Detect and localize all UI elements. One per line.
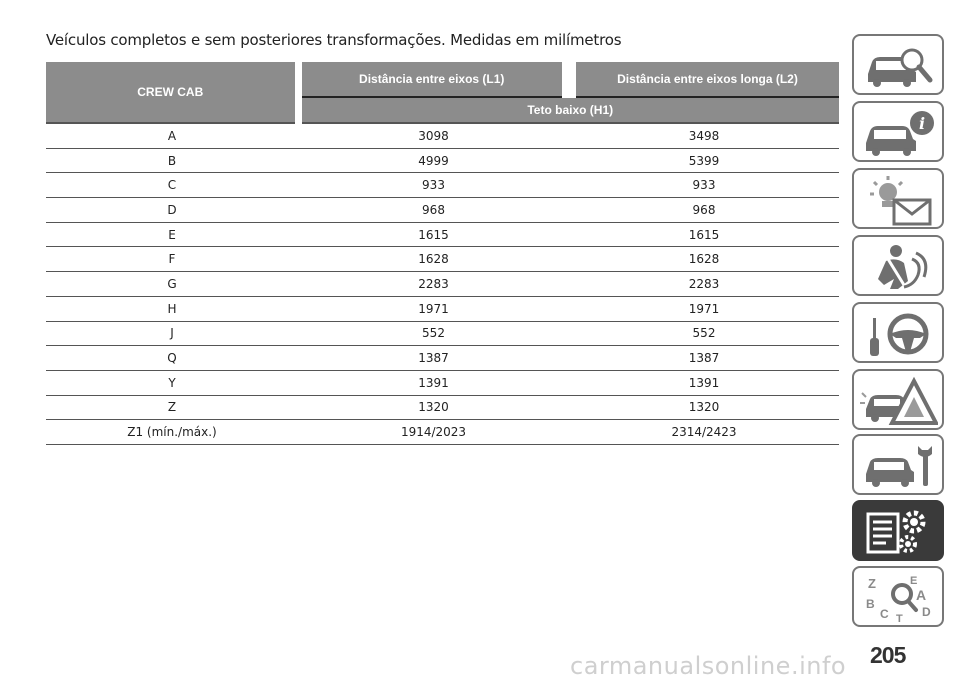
car-wrench-icon (860, 440, 938, 492)
svg-text:i: i (918, 114, 926, 133)
alphabetical-index-icon (860, 572, 938, 624)
table-caption: Veículos completos e sem posteriores transformações. Medidas em milímetros (46, 31, 622, 49)
cell-dimension-label: B (46, 148, 298, 173)
table-row (46, 247, 839, 272)
nav-tab-specifications[interactable] (852, 500, 944, 561)
cell-wheelbase-l1: 2283 (298, 272, 569, 297)
header-crew-cab: CREW CAB (46, 62, 298, 123)
table-row (46, 148, 839, 173)
warning-light-message-icon (860, 174, 938, 226)
cell-dimension-label: E (46, 222, 298, 247)
key-steering-wheel-icon (860, 308, 938, 360)
cell-wheelbase-l2: 2314/2423 (569, 420, 839, 445)
car-info-icon (860, 107, 938, 159)
cell-wheelbase-l2: 5399 (569, 148, 839, 173)
index-letter: A (916, 587, 927, 603)
cell-dimension-label: Z1 (mín./máx.) (46, 420, 298, 445)
nav-tab-emergency[interactable] (852, 369, 944, 430)
nav-tab-index[interactable] (852, 566, 944, 627)
cell-wheelbase-l1: 1615 (298, 222, 569, 247)
table-row (46, 420, 839, 445)
cell-wheelbase-l1: 968 (298, 198, 569, 223)
index-letter: E (910, 575, 918, 587)
nav-tab-maintenance[interactable] (852, 434, 944, 495)
cell-dimension-label: H (46, 296, 298, 321)
cell-dimension-label: Y (46, 370, 298, 395)
cell-wheelbase-l1: 933 (298, 173, 569, 198)
table-row (46, 272, 839, 297)
table-row (46, 370, 839, 395)
cell-wheelbase-l1: 552 (298, 321, 569, 346)
cell-wheelbase-l1: 1391 (298, 370, 569, 395)
nav-tab-starting-driving[interactable] (852, 302, 944, 363)
cell-wheelbase-l2: 3498 (569, 123, 839, 148)
dimensions-table (46, 62, 839, 445)
nav-tab-car-info[interactable] (852, 101, 944, 162)
nav-tab-car-search[interactable] (852, 34, 944, 95)
cell-wheelbase-l2: 1615 (569, 222, 839, 247)
index-letter: Z (868, 576, 876, 591)
cell-wheelbase-l1: 1387 (298, 346, 569, 371)
table-body (46, 123, 839, 444)
car-search-icon (860, 40, 938, 92)
watermark: carmanualsonline.info (570, 652, 847, 680)
header-roof-h1: Teto baixo (H1) (298, 97, 839, 123)
nav-tab-safety[interactable] (852, 235, 944, 296)
index-letter: T (896, 613, 903, 624)
table-row (46, 395, 839, 420)
cell-wheelbase-l1: 1971 (298, 296, 569, 321)
table-row (46, 198, 839, 223)
index-letter: C (880, 607, 889, 621)
table-row (46, 346, 839, 371)
cell-dimension-label: A (46, 123, 298, 148)
table-row (46, 222, 839, 247)
cell-wheelbase-l2: 1387 (569, 346, 839, 371)
cell-dimension-label: D (46, 198, 298, 223)
page-number: 205 (870, 642, 906, 668)
cell-wheelbase-l1: 4999 (298, 148, 569, 173)
cell-dimension-label: G (46, 272, 298, 297)
car-warning-triangle-icon (860, 375, 938, 427)
cell-dimension-label: Q (46, 346, 298, 371)
cell-wheelbase-l1: 1628 (298, 247, 569, 272)
index-letters (866, 575, 931, 624)
cell-wheelbase-l2: 933 (569, 173, 839, 198)
header-wheelbase-l2: Distância entre eixos longa (L2) (569, 62, 839, 97)
table-row (46, 321, 839, 346)
cell-dimension-label: J (46, 321, 298, 346)
cell-wheelbase-l2: 1391 (569, 370, 839, 395)
specs-gears-icon (860, 506, 938, 558)
index-letter: D (922, 605, 931, 619)
cell-wheelbase-l2: 1628 (569, 247, 839, 272)
seatbelt-airbag-icon (860, 241, 938, 293)
table-row (46, 173, 839, 198)
cell-wheelbase-l2: 552 (569, 321, 839, 346)
cell-wheelbase-l2: 2283 (569, 272, 839, 297)
table-row (46, 296, 839, 321)
cell-dimension-label: C (46, 173, 298, 198)
nav-tab-warning-lights[interactable] (852, 168, 944, 229)
cell-dimension-label: Z (46, 395, 298, 420)
cell-wheelbase-l2: 968 (569, 198, 839, 223)
header-wheelbase-l1: Distância entre eixos (L1) (298, 62, 569, 97)
cell-wheelbase-l2: 1971 (569, 296, 839, 321)
cell-wheelbase-l1: 1914/2023 (298, 420, 569, 445)
table-row (46, 123, 839, 148)
cell-wheelbase-l1: 3098 (298, 123, 569, 148)
cell-dimension-label: F (46, 247, 298, 272)
index-letter: B (866, 597, 875, 611)
cell-wheelbase-l2: 1320 (569, 395, 839, 420)
cell-wheelbase-l1: 1320 (298, 395, 569, 420)
